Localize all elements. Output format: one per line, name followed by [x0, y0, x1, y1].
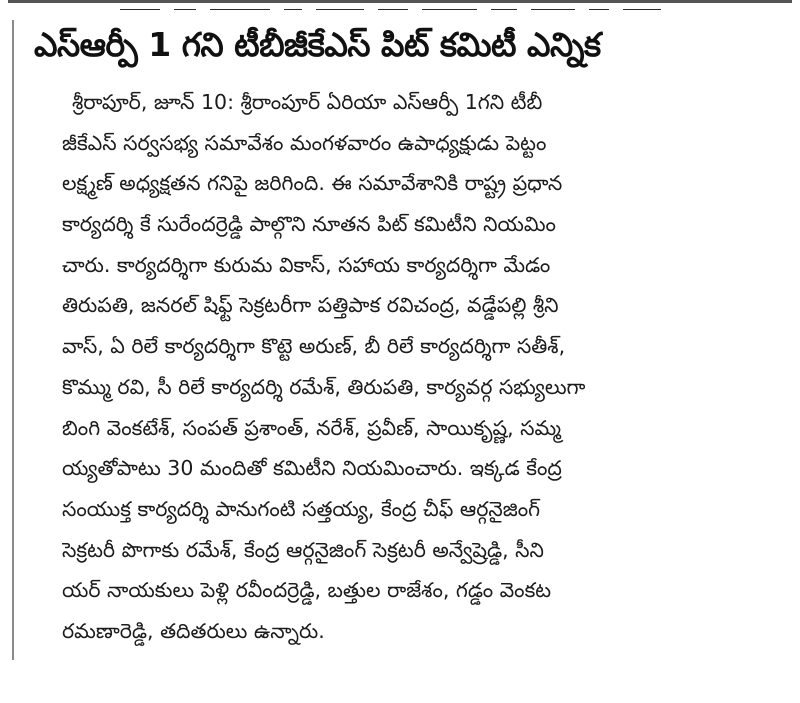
body-line: లక్ష్మణ్ అధ్యక్షతన గనిపై జరిగింది. ఈ సమావేశానికి రాష్ట్ర ప్రధాన — [62, 171, 563, 196]
body-line: యర్ నాయకులు పెళ్లి రవీందర్రెడ్డి, బత్తుల రాజేశం, గడ్డం వెంకట — [62, 578, 552, 603]
body-line: కార్యదర్శి కే సురేందర్రెడ్డి పాల్గొని నూతన పిట్ కమిటీని నియమిం — [62, 212, 556, 237]
body-line: చారు. కార్యదర్శిగా కురుమ వికాస్, సహాయ కార్యదర్శిగా మేడం — [62, 252, 551, 277]
column-divider-rule — [12, 20, 14, 660]
body-line: సెక్రటరీ పొగాకు రమేశ్, కేంద్ర ఆర్గనైజింగ్ సెక్రటరీ అన్వేష్రెడ్డి, సీని — [62, 537, 544, 562]
body-line: రమణారెడ్డి, తదితరులు ఉన్నారు. — [62, 618, 325, 643]
body-line: జీకేఎస్ సర్వసభ్య సమావేశం మంగళవారం ఉపాధ్యక్షుడు పెట్టం — [62, 130, 547, 155]
body-line: కొమ్ము రవి, సీ రిలే కార్యదర్శి రమేశ్, తిరుపతి, కార్యవర్గ సభ్యులుగా — [62, 374, 586, 399]
body-line: బింగి వెంకటేశ్, సంపత్ ప్రశాంత్, నరేశ్, ప్రవీణ్, సాయికృష్ణ, సమ్మ — [62, 415, 562, 440]
body-line: తిరుపతి, జనరల్ షిఫ్ట్ సెక్రటరీగా పత్తిపాక రవిచంద్ర, వడ్డేపల్లి శ్రీని — [62, 293, 559, 318]
cut-off-previous-text — [120, 0, 680, 10]
body-line: వాస్, ఏ రిలే కార్యదర్శిగా కొట్టె అరుణ్, బీ రిలే కార్యదర్శిగా సతీశ్, — [62, 334, 566, 359]
body-line: సంయుక్త కార్యదర్శి పానుగంటి సత్తయ్య, కేంద్ర చీఫ్ ఆర్గనైజింగ్ — [62, 496, 541, 521]
body-line: య్యతోపాటు 30 మందితో కమిటీని నియమించారు. ఇక్కడ కేంద్ర — [62, 456, 562, 481]
article-headline: ఎస్ఆర్పీ 1 గని టీబీజీకేఎస్ పిట్ కమిటీ ఎన్నిక — [34, 25, 601, 64]
body-line: శ్రీరాపూర్, జూన్ 10: శ్రీరాంపూర్ ఏరియా ఎస్ఆర్పీ 1గని టీబీ — [72, 90, 543, 114]
article-body — [62, 82, 742, 652]
